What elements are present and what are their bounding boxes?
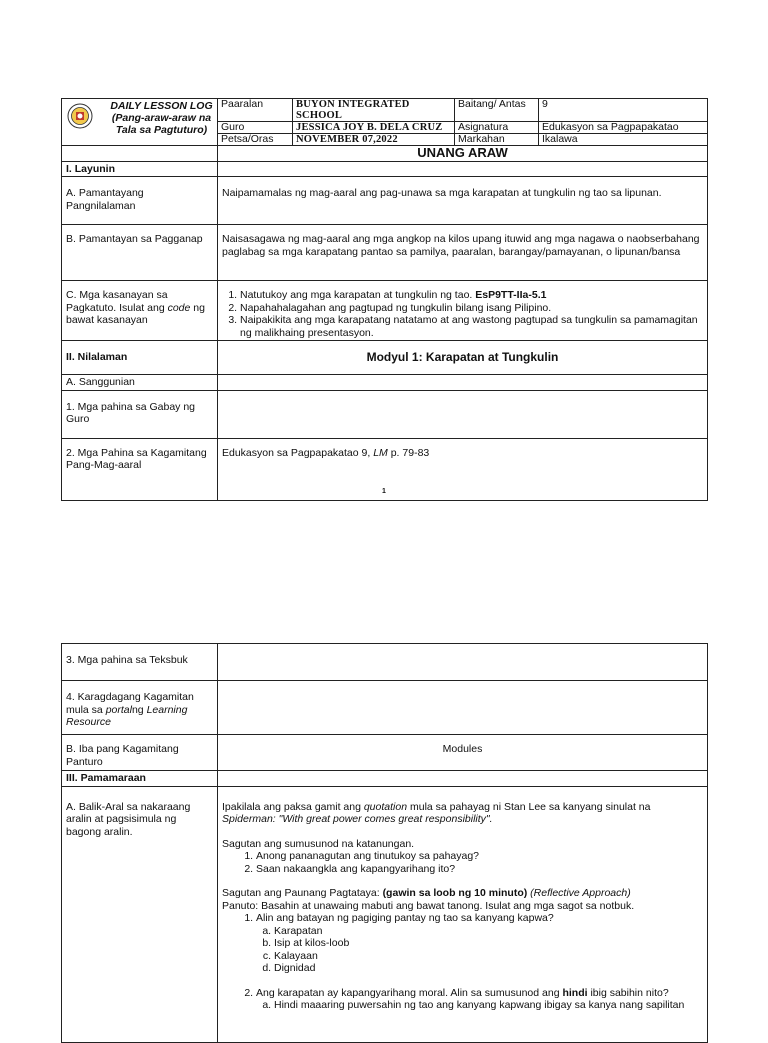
list-item: 2. Saan nakaangkla ang kapangyarihang ito? [256, 863, 703, 876]
baitang-value: 9 [539, 99, 708, 122]
petsa-label: Petsa/Oras [218, 134, 293, 146]
teksbuk-label: 3. Mga pahina sa Teksbuk [62, 644, 218, 681]
kagamitan-label: 2. Mga Pahina sa Kagamitang Pang-Mag-aaral [62, 438, 218, 500]
log-subtitle-1: (Pang-araw-araw na [111, 112, 212, 124]
list-item: 1. Natutukoy ang mga karapatan at tungkulin ng tao. EsP9TT-IIa-5.1 [240, 289, 703, 302]
iba-value: Modules [218, 735, 708, 771]
markahan-label: Markahan [455, 134, 539, 146]
panuto-text: Panuto: Basahin at unawaing mabuti ang bawat tanong. Isulat ang mga sagot sa notbuk. [222, 899, 635, 912]
gabay-label: 1. Mga pahina sa Gabay ng Guro [62, 390, 218, 438]
baitang-label: Baitang/ Antas [455, 99, 539, 122]
balik-aral-content [218, 786, 708, 1042]
day-title: UNANG ARAW [218, 146, 708, 162]
asignatura-value: Edukasyon sa Pagpapakatao [539, 122, 708, 134]
choice-item: c. Kalayaan [274, 950, 703, 963]
paunang-pagtataya: Sagutan ang Paunang Pagtataya: (gawin sa loob ng 10 minuto) (Reflective Approach) [222, 887, 631, 899]
nilalaman-heading: II. Nilalaman [62, 341, 218, 375]
pagganap-value: Naisasagawa ng mag-aaral ang mga angkop na kilos upang ituwid ang mga nagawa o naobserbahang paglabag sa mga karapatang pantao sa pamilya, paaralan, barangay/pamayanan, o lipunan/bansa [218, 225, 708, 281]
kagamitan-value: Edukasyon sa Pagpapakatao 9, LM p. 79-83 [218, 438, 708, 500]
layunin-heading: I. Layunin [62, 161, 218, 177]
page-number: 1 [382, 488, 386, 495]
sanggunian-label: A. Sanggunian [62, 375, 218, 391]
karagdagang-label: 4. Karagdagang Kagamitan mula sa portalng Learning Resource [62, 681, 218, 735]
choice-item: a. Hindi maaaring puwersahin ng tao ang kanyang kapwang ibigay sa kanya nang sapilitan [274, 999, 703, 1012]
pamantayang-label: A. Pamantayang Pangnilalaman [66, 187, 144, 212]
modyul-title: Modyul 1: Karapatan at Tungkulin [218, 341, 708, 375]
lesson-log-page-2 [61, 643, 707, 1043]
lesson-log-table-2 [61, 643, 708, 1043]
log-title: DAILY LESSON LOG [110, 100, 213, 112]
intro-text: Ipakilala ang paksa gamit ang quotation mula sa pahayag ni Stan Lee sa kanyang sinulat na [222, 800, 651, 813]
petsa-value: NOVEMBER 07,2022 [293, 134, 455, 146]
guro-label: Guro [218, 122, 293, 134]
iba-label: B. Iba pang Kagamitang Panturo [62, 735, 218, 771]
choice-item: b. Isip at kilos-loob [274, 937, 703, 950]
list-item: 2. Ang karapatan ay kapangyarihang moral. Alin sa sumusunod ang hindi ibig sabihin nito? a. Hindi maaaring puwersahin ng tao ang kanyang kapwang ibigay sa kanya nang sapilitan [256, 987, 703, 1012]
log-subtitle-2: Tala sa Pagtuturo) [115, 124, 208, 136]
list-item: 1. Anong pananagutan ang tinutukoy sa pahayag? [256, 850, 703, 863]
kasanayan-list [218, 281, 708, 341]
list-item: 3. Naipakikita ang mga karapatang natatamo at ang wastong pagtupad sa tungkulin sa pamamagitan ng malikhaing presentasyon. [240, 314, 703, 339]
choice-item: d. Dignidad [274, 962, 703, 975]
lesson-log-table-1 [61, 98, 708, 501]
list-item: 1. Alin ang batayan ng pagiging pantay ng tao sa kanyang kapwa? a. Karapatan b. Isip at kilos-loob c. Kalayaan d. Dignidad [256, 912, 703, 975]
balik-aral-label: A. Balik-Aral sa nakaraang aralin at pagsisimula ng bagong aralin. [62, 786, 218, 1042]
markahan-value: Ikalawa [539, 134, 708, 146]
pamamaraan-heading: III. Pamamaraan [62, 771, 218, 787]
log-title-cell [62, 99, 218, 146]
guro-value: JESSICA JOY B. DELA CRUZ [293, 122, 455, 134]
pagganap-label: B. Pamantayan sa Pagganap [62, 225, 218, 281]
pamantayang-value: Naipamamalas ng mag-aaral ang pag-unawa sa mga karapatan at tungkulin ng tao sa lipunan. [218, 177, 708, 225]
list-item: 2. Napahahalagahan ang pagtupad ng tungkulin bilang isang Pilipino. [240, 302, 703, 315]
lesson-log-page-1 [61, 98, 707, 501]
choice-item: a. Karapatan [274, 925, 703, 938]
asignatura-label: Asignatura [455, 122, 539, 134]
kasanayan-label: C. Mga kasanayan sa Pagkatuto. Isulat ang code ng bawat kasanayan [62, 281, 218, 341]
paaralan-label: Paaralan [218, 99, 293, 122]
sagutan-text: Sagutan ang sumusunod na katanungan. [222, 837, 415, 850]
school-seal-icon [67, 103, 93, 129]
intro-quote: Spiderman: "With great power comes great responsibility". [222, 813, 493, 825]
paaralan-value: BUYON INTEGRATED SCHOOL [293, 99, 455, 122]
